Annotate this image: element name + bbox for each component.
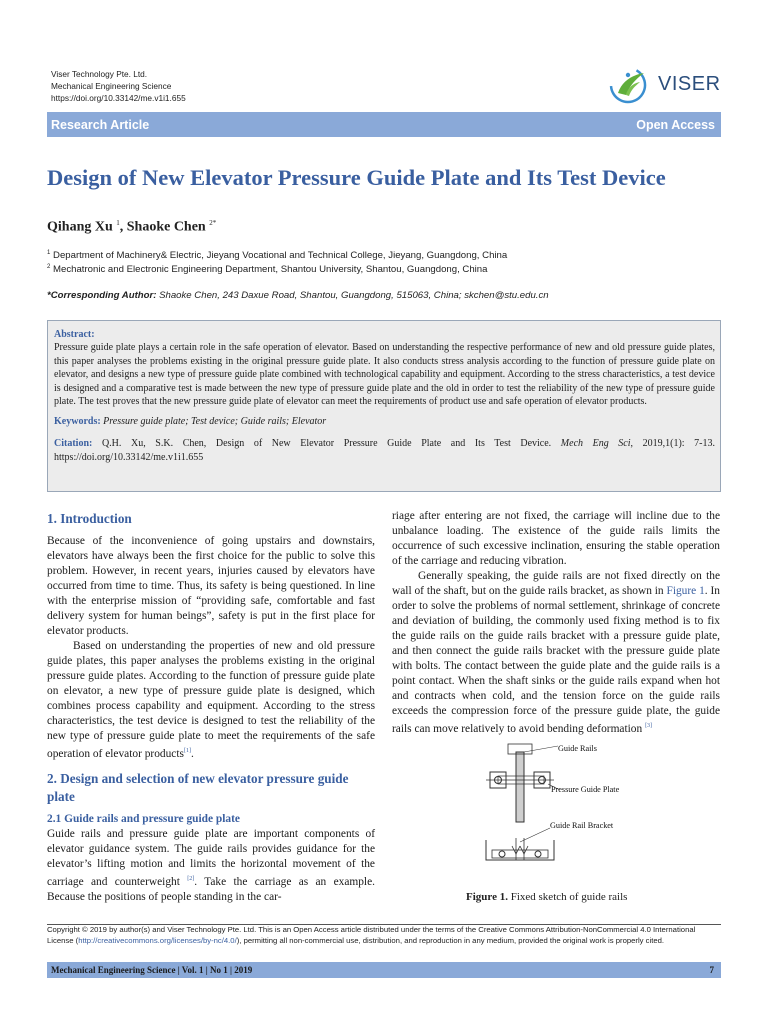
footer-journal-info: Mechanical Engineering Science | Vol. 1 | No 1 | 2019: [51, 965, 253, 975]
paragraph: [392, 569, 720, 737]
abstract-text: Pressure guide plate plays a certain role in the safe operation of elevator. Based on understanding the respective performance of new and old pressure guide plates, this paper analyses the problems existing in the original pressure guide plate. It also conducts stress analysis according to the function of pressure guide plate on elevator, and designs a new type of pressure guide plate combined with technological capability and equipment. According to the stress characteristics, a test device is designed and a comparative test is made between the new type of pressure guide plate and the old in order to test the reliability of the new type of pressure guide plate. The test proves that the new pressure guide plate of elevator can meet the requirements of product use and safe operation of elevator products.: [54, 342, 715, 408]
author-list: [47, 219, 216, 236]
figure-caption: [466, 891, 627, 903]
left-column: [47, 510, 375, 905]
reference-marker[interactable]: [1]: [183, 748, 191, 754]
label-guide-rail-bracket: Guide Rail Bracket: [550, 821, 614, 830]
citation: [54, 437, 715, 465]
corresponding-text: Shaoke Chen, 243 Daxue Road, Shantou, Guangdong, 515063, China; skchen@stu.edu.cn: [156, 290, 549, 301]
citation-rest[interactable]: , 2019,1(1): 7-13. https://doi.org/10.33142/me.v1i1.655: [54, 437, 715, 463]
keywords-label: Keywords:: [54, 416, 101, 428]
label-pressure-guide-plate: Pressure Guide Plate: [551, 785, 620, 794]
reference-marker[interactable]: [2]: [187, 875, 195, 882]
paragraph: [47, 639, 375, 762]
copyright-text: ), permitting all non-commercial use, distribution, and reproduction in any medium, provided the original work is properly cited.: [236, 935, 665, 945]
author-name: Shaoke Chen: [126, 219, 206, 235]
abstract-label: Abstract:: [54, 329, 95, 340]
author-name: Qihang Xu: [47, 219, 113, 235]
open-access-label: Open Access: [636, 117, 715, 132]
section-heading: 1. Introduction: [47, 511, 132, 526]
paragraph-text: Based on understanding the properties of new and old pressure guide plates, this paper analyses the problems existing in the original pressure guide plates. According to the function of pressure guide plate on elevator, a new type of pressure guide plate is designed, which combines process capability and equipment. According to the stress characteristics, the test device is designed to test the reliability of the new type of pressure guide plate to meet the requirements of the safe operation of elevator products: [47, 640, 375, 760]
keywords: [54, 415, 715, 428]
viser-logo-text: VISER: [658, 73, 721, 95]
paragraph-text: Generally speaking, the guide rails are not fixed directly on the wall of the shaft, but on the guide rails bracket, as shown in: [392, 570, 720, 597]
publisher-info: [51, 68, 186, 104]
figure-caption-text: Fixed sketch of guide rails: [507, 891, 628, 903]
page-number: 7: [709, 965, 714, 975]
figure-caption-label: Figure 1.: [466, 891, 508, 903]
author-affiliation-marker: 1: [116, 219, 120, 227]
paper-title: Design of New Elevator Pressure Guide Plate and Its Test Device: [47, 165, 666, 190]
author-separator: ,: [119, 219, 127, 235]
figure-link[interactable]: Figure 1: [666, 585, 705, 597]
copyright-notice: [47, 925, 721, 946]
label-guide-rails: Guide Rails: [558, 744, 597, 753]
page-footer: [47, 962, 721, 978]
guide-rail-shape: [516, 752, 524, 822]
paragraph: Because of the inconvenience of going upstairs and downstairs, elevators have always been the first choice for the public to solve this problem. However, in recent years, injuries caused by elevators have occurred from time to time. Thus, its safety is being questioned. In line with the enterprise mission of “providing safe, comfortable and fast delivery system for human beings”, safety is put in the first place for elevator products.: [47, 535, 375, 637]
journal-name: Mechanical Engineering Science: [51, 81, 172, 91]
citation-text: Q.H. Xu, S.K. Chen, Design of New Elevator Pressure Guide Plate and Its Test Device.: [101, 437, 561, 449]
affiliation-text: Mechatronic and Electronic Engineering Department, Shantou University, Shantou, Guangdong, China: [53, 264, 488, 276]
research-article-label: Research Article: [51, 117, 150, 132]
reference-marker[interactable]: [3]: [645, 723, 653, 729]
affiliation-marker: 2: [47, 264, 51, 270]
keywords-text: Pressure guide plate; Test device; Guide rails; Elevator: [103, 416, 327, 428]
affiliation: [47, 264, 487, 275]
paragraph-text: . In order to solve the problems of normal settlement, shrinkage of concrete and deviation of building, the commonly used fixing method is to fix the guide rails on the guide rails bracket with a pressure guide plate, and then connect the guide rails bracket with the pressure guide plate with bolts. The contact between the guide plate and the guide rails is a point contact. When the shaft sinks or the guide rails expand when hot and contracts when cold, and the tension force on the guide rails exceeds the compression force of the pressure guide plate, the guide rails can move relatively to avoid bending deformation: [392, 585, 720, 735]
article-type-banner: [47, 112, 721, 137]
corresponding-author: [47, 290, 549, 301]
subsection-heading: 2.1 Guide rails and pressure guide plate: [47, 812, 240, 825]
doi-link[interactable]: https://doi.org/10.33142/me.v1i1.655: [51, 93, 186, 103]
paragraph-end: . Take the carriage as an example. Because the positions of people standing in the car-: [47, 875, 375, 903]
corresponding-label: *Corresponding Author:: [47, 290, 157, 301]
guide-rail-sketch-figure: [478, 742, 648, 882]
copyright-text: Copyright © 2019 by author(s) and Viser Technology Pte. Ltd. This is an Open Access article distributed under the terms of the Creative Commons Attribution-NonCommercial 4.0 International License (: [47, 925, 696, 945]
publisher-name: Viser Technology Pte. Ltd.: [51, 69, 148, 79]
paragraph-end: .: [190, 747, 194, 760]
citation-label: Citation:: [54, 437, 93, 449]
affiliation-marker: 1: [47, 250, 51, 256]
affiliation-text: Department of Machinery& Electric, Jieyang Vocational and Technical College, Jieyang, Guangdong, China: [53, 250, 508, 262]
affiliation: [47, 250, 507, 261]
section-heading: 2. Design and selection of new elevator pressure guide plate: [47, 770, 349, 804]
paragraph-text: Guide rails and pressure guide plate are important components of elevator guidance system. The guide rails provides guidance for the elevator’s lifting motion and limits the horizontal movement of the carriage and counterweight: [47, 827, 375, 888]
license-link[interactable]: http://creativecommons.org/licenses/by-nc/4.0/: [78, 935, 237, 945]
abstract-box: [47, 320, 721, 492]
paragraph: [47, 827, 375, 905]
right-column: [392, 509, 720, 737]
paragraph: riage after entering are not fixed, the carriage will incline due to the unbalance loading. The existence of the guide rails limits the occurrence of such excessive inclination, ensuring the stable operation of the carriage and reducing vibration.: [392, 510, 720, 567]
author-affiliation-marker: 2*: [209, 219, 217, 227]
citation-journal: Mech Eng Sci: [560, 437, 631, 449]
